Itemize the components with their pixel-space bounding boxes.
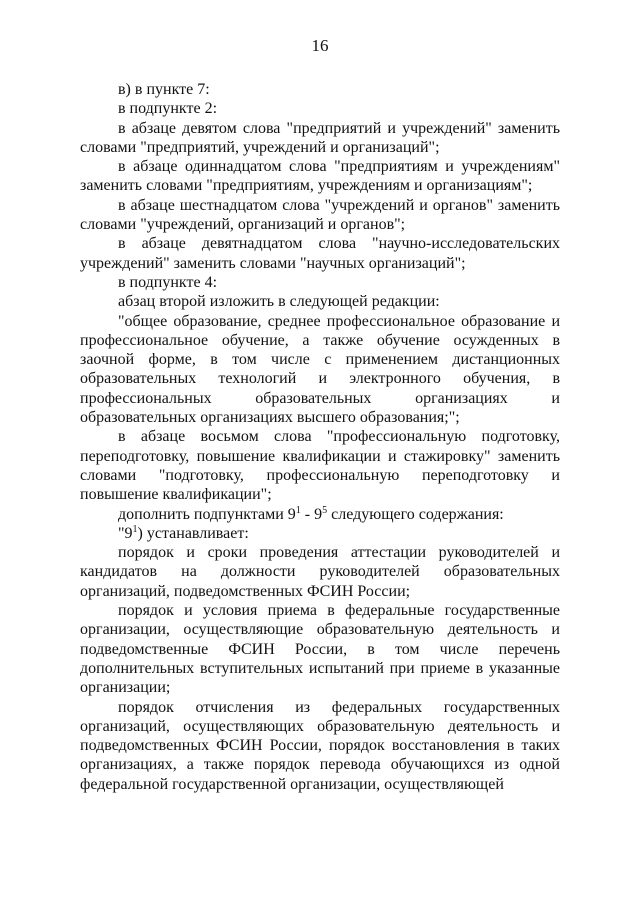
paragraph: в подпункте 2: xyxy=(118,100,218,118)
paragraph: в) в пункте 7: xyxy=(118,81,210,98)
page-number: 16 xyxy=(311,36,329,55)
supplement-mid: - 9 xyxy=(300,505,323,523)
subclause-close: ) устанавливает: xyxy=(137,524,249,542)
supplement-before: дополнить подпунктами 9 xyxy=(118,505,296,523)
paragraph: порядок и сроки проведения аттестации руководителей и кандидатов на должности руководителей образовательных организаций, подведомственных ФСИН России; xyxy=(80,544,560,600)
paragraph: "общее образование, среднее профессиональное образование и профессиональное обучение, а также обучение осужденных в заочной форме, в том числе с применением дистанционных образовательных технологий и электронного обучения, в профессиональных образовательных организациях и образовательных организациях высшего образования;"; xyxy=(80,312,560,427)
paragraph: в абзаце восьмом слова "профессиональную подготовку, переподготовку, повышение квалификации и стажировку" заменить словами "подготовку, профессиональную переподготовку и повышение квалификации"; xyxy=(80,428,560,504)
paragraph: порядок и условия приема в федеральные государственные организации, осуществляющие образовательную деятельность и подведомственные ФСИН России, в том числе перечень дополнительных вступительных испытаний при приеме в указанные организации; xyxy=(80,602,560,697)
subclause-heading xyxy=(80,524,560,543)
paragraph: абзац второй изложить в следующей редакции: xyxy=(118,293,440,311)
supplement-paragraph xyxy=(80,505,560,524)
paragraph: в абзаце шестнадцатом слова "учреждений и органов" заменить словами "учреждений, организаций и органов"; xyxy=(80,196,560,234)
paragraph: в абзаце девятом слова "предприятий и учреждений" заменить словами "предприятий, учреждений и организаций"; xyxy=(80,119,560,156)
paragraph: в подпункте 4: xyxy=(118,273,218,291)
subclause-open: "9 xyxy=(118,524,133,542)
document-body xyxy=(80,80,560,794)
superscript: 1 xyxy=(295,504,301,516)
superscript: 1 xyxy=(132,523,138,535)
supplement-after: следующего содержания: xyxy=(327,505,504,523)
paragraph: порядок отчисления из федеральных государственных организаций, осуществляющих образовательную деятельность и подведомственных ФСИН России, порядок восстановления в таких организациях, а также порядок перевода обучающихся из одной федеральной государственной организации, осуществляющей xyxy=(80,698,560,793)
superscript: 5 xyxy=(322,504,328,516)
paragraph: в абзаце девятнадцатом слова "научно-исследовательских учреждений" заменить словами "научных организаций"; xyxy=(80,235,560,272)
paragraph: в абзаце одиннадцатом слова "предприятиям и учреждениям" заменить словами "предприятиям, учреждениям и организациям"; xyxy=(80,158,560,195)
